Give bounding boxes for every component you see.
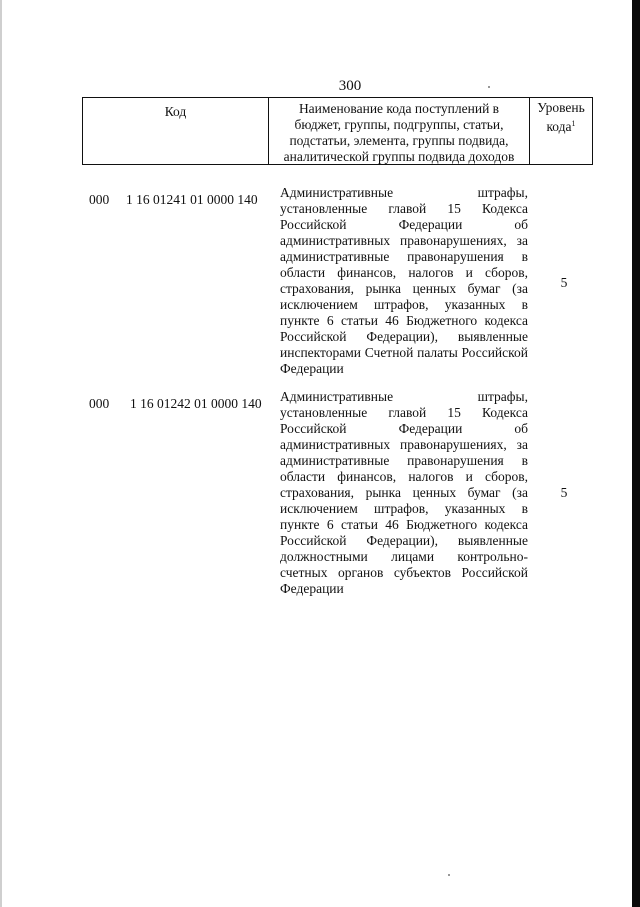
admin-code: 000: [89, 192, 110, 207]
scan-edge-left: [0, 0, 2, 907]
page-number: 300: [338, 78, 362, 94]
revenue-code: 1 16 01241 01 0000 140: [126, 192, 258, 207]
header-name-cell: [268, 98, 530, 164]
code-level: 5: [560, 275, 568, 290]
revenue-code: 1 16 01242 01 0000 140: [130, 396, 262, 411]
admin-code: 000: [89, 396, 110, 411]
header-level-cell: [530, 98, 593, 164]
scan-edge-right: [632, 0, 640, 907]
header-code-label: Код: [164, 104, 187, 119]
scan-speck: [488, 86, 490, 88]
header-code-cell: [82, 98, 268, 164]
scan-speck: [448, 874, 450, 876]
code-level: 5: [560, 485, 568, 500]
table-header: [82, 97, 593, 165]
revenue-name: Административные штрафы, установленные главой 15 Кодекса Российской Федерации об административных правонарушениях, за административные правонарушения в области финансов, налогов и сборов, страхования, рынка ценных бумаг (за исключением штрафов, указанных в пункте 6 статьи 46 Бюджетного кодекса Российской Федерации), выявленные должностными лицами контрольно-счетных органов субъектов Российской Федерации: [280, 389, 528, 596]
revenue-name: Административные штрафы, установленные главой 15 Кодекса Российской Федерации об административных правонарушениях, за административные правонарушения в области финансов, налогов и сборов, страхования, рынка ценных бумаг (за исключением штрафов, указанных в пункте 6 статьи 46 Бюджетного кодекса Российской Федерации), выявленные инспекторами Счетной палаты Российской Федерации: [280, 185, 528, 376]
header-level-footnote: 1: [571, 119, 576, 128]
header-name-label: Наименование кода поступлений в бюджет, группы, подгруппы, статьи, подстатьи, элемента, группы подвида, аналитической группы подвида доходов: [283, 101, 515, 164]
header-level-label: Уровень кода: [537, 100, 585, 134]
